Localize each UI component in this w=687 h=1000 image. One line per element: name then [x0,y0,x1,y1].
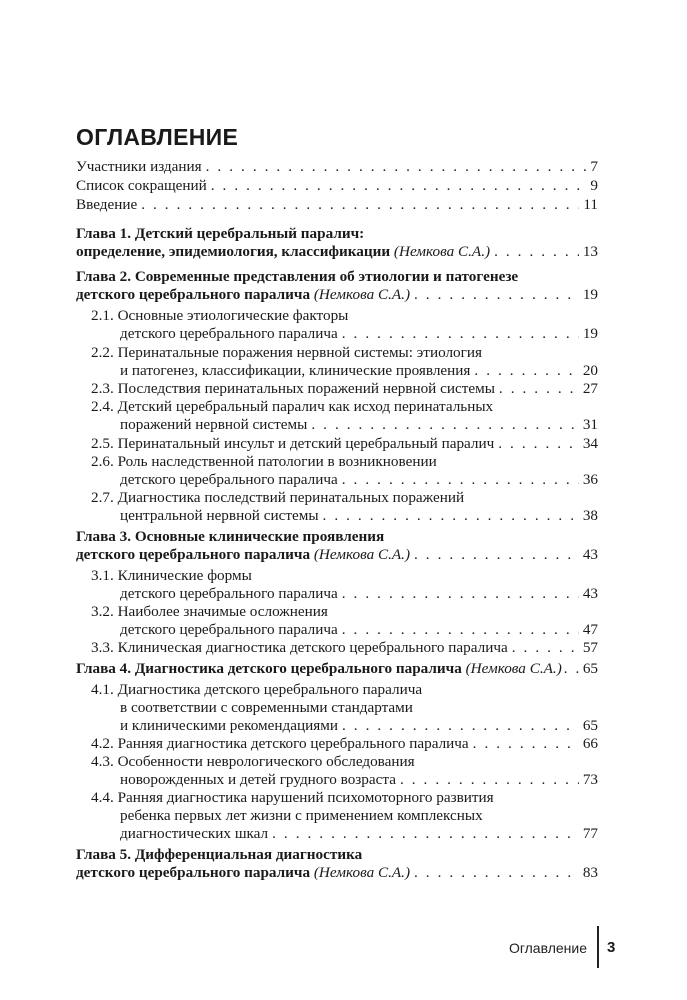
section-entry[interactable]: 2.7. Диагностика последствий перинатальных поражений [91,489,465,506]
chapter-entry[interactable] [76,546,598,564]
page-number: 27 [582,380,598,397]
page-number: 77 [582,825,598,842]
toc-title: ОГЛАВЛЕНИЕ [76,124,239,150]
page-number: 66 [582,735,598,752]
chapter-heading[interactable]: Глава 1. Детский церебральный паралич: [76,225,365,242]
section-entry[interactable] [91,639,598,657]
page-number: 57 [582,639,598,656]
entry-title: детского церебрального паралича [120,621,338,638]
entry-title: и патогенез, классификации, клинические проявления [120,362,471,379]
entry-title: детского церебрального паралича [120,471,338,488]
entry-title: Введение [76,196,138,213]
chapter-entry[interactable] [76,286,598,304]
section-entry[interactable] [120,507,598,525]
entry-title: диагностических шкал [120,825,269,842]
entry-title: Список сокращений [76,177,207,194]
page-number: 19 [582,325,598,342]
entry-title: 2.5. Перинатальный инсульт и детский церебральный паралич [91,435,495,452]
entry-title: 2.3. Последствия перинатальных поражений нервной системы [91,380,495,397]
chapter-title: детского церебрального паралича [76,286,311,303]
chapter-title: определение, эпидемиология, классификации [76,243,391,260]
entry-title: Участники издания [76,158,202,175]
section-entry[interactable] [120,471,598,489]
chapter-entry[interactable] [76,864,598,882]
chapter-heading[interactable]: Глава 5. Дифференциальная диагностика [76,846,363,863]
section-entry[interactable] [120,825,598,843]
section-entry[interactable]: 2.1. Основные этиологические факторы [91,307,349,324]
chapter-heading[interactable]: Глава 2. Современные представления об этиологии и патогенезе [76,268,519,285]
section-entry[interactable]: 4.4. Ранняя диагностика нарушений психомоторного развития [91,789,494,806]
chapter-author: (Немкова С.А.) [313,546,411,563]
section-entry[interactable]: в соответствии с современными стандартами [120,699,413,716]
page-number: 73 [582,771,598,788]
page-number: 7 [590,158,598,175]
section-entry[interactable] [120,771,598,789]
entry-title: поражений нервной системы [120,416,308,433]
page-number: 9 [590,177,598,194]
section-entry[interactable]: 4.3. Особенности неврологического обследования [91,753,415,770]
page-number: 19 [582,286,598,303]
page-number: 11 [583,196,598,213]
chapter-title: детского церебрального паралича [76,864,311,881]
section-entry[interactable] [91,735,598,753]
toc-entry[interactable] [76,158,598,176]
page-number: 43 [582,585,598,602]
chapter-author: (Немкова С.А.) [393,243,491,260]
page-number: 31 [582,416,598,433]
page-number: 47 [582,621,598,638]
section-entry[interactable] [120,585,598,603]
section-entry[interactable] [91,380,598,398]
chapter-title: детского церебрального паралича [76,546,311,563]
page-number: 43 [582,546,598,563]
section-entry[interactable] [91,435,598,453]
section-entry[interactable] [120,621,598,639]
page-number: 20 [582,362,598,379]
entry-title: детского церебрального паралича [120,585,338,602]
page-number: 38 [582,507,598,524]
toc-entry[interactable] [76,196,598,214]
chapter-heading[interactable]: Глава 3. Основные клинические проявления [76,528,385,545]
entry-title: центральной нервной системы [120,507,319,524]
running-footer-label: Оглавление [508,940,587,956]
section-entry[interactable] [120,362,598,380]
section-entry[interactable] [120,325,598,343]
section-entry[interactable]: 4.1. Диагностика детского церебрального паралича [91,681,423,698]
footer-divider [597,926,599,968]
page-number: 65 [582,660,598,677]
chapter-entry[interactable] [76,243,598,261]
page-number: 36 [582,471,598,488]
page-number: 65 [582,717,598,734]
chapter-title: Глава 4. Диагностика детского церебрального паралича [76,660,462,677]
chapter-author: (Немкова С.А.) [313,864,411,881]
section-entry[interactable]: 2.2. Перинатальные поражения нервной системы: этиология [91,344,482,361]
section-entry[interactable]: 2.4. Детский церебральный паралич как исход перинатальных [91,398,494,415]
entry-title: 3.3. Клиническая диагностика детского церебрального паралича [91,639,508,656]
entry-title: 4.2. Ранняя диагностика детского церебрального паралича [91,735,469,752]
section-entry[interactable] [120,717,598,735]
page-number: 34 [582,435,598,452]
chapter-author: (Немкова С.А.) [313,286,411,303]
page-number: 83 [582,864,598,881]
toc-entry[interactable] [76,177,598,195]
chapter-author: (Немкова С.А.) [465,660,562,677]
section-entry[interactable]: 2.6. Роль наследственной патологии в возникновении [91,453,437,470]
folio-page-number: 3 [607,939,616,956]
entry-title: новорожденных и детей грудного возраста [120,771,396,788]
entry-title: детского церебрального паралича [120,325,338,342]
section-entry[interactable]: ребенка первых лет жизни с применением комплексных [120,807,483,824]
section-entry[interactable] [120,416,598,434]
section-entry[interactable]: 3.1. Клинические формы [91,567,252,584]
section-entry[interactable]: 3.2. Наиболее значимые осложнения [91,603,328,620]
page-number: 13 [582,243,598,260]
chapter-entry[interactable] [76,660,598,678]
entry-title: и клиническими рекомендациями [120,717,338,734]
